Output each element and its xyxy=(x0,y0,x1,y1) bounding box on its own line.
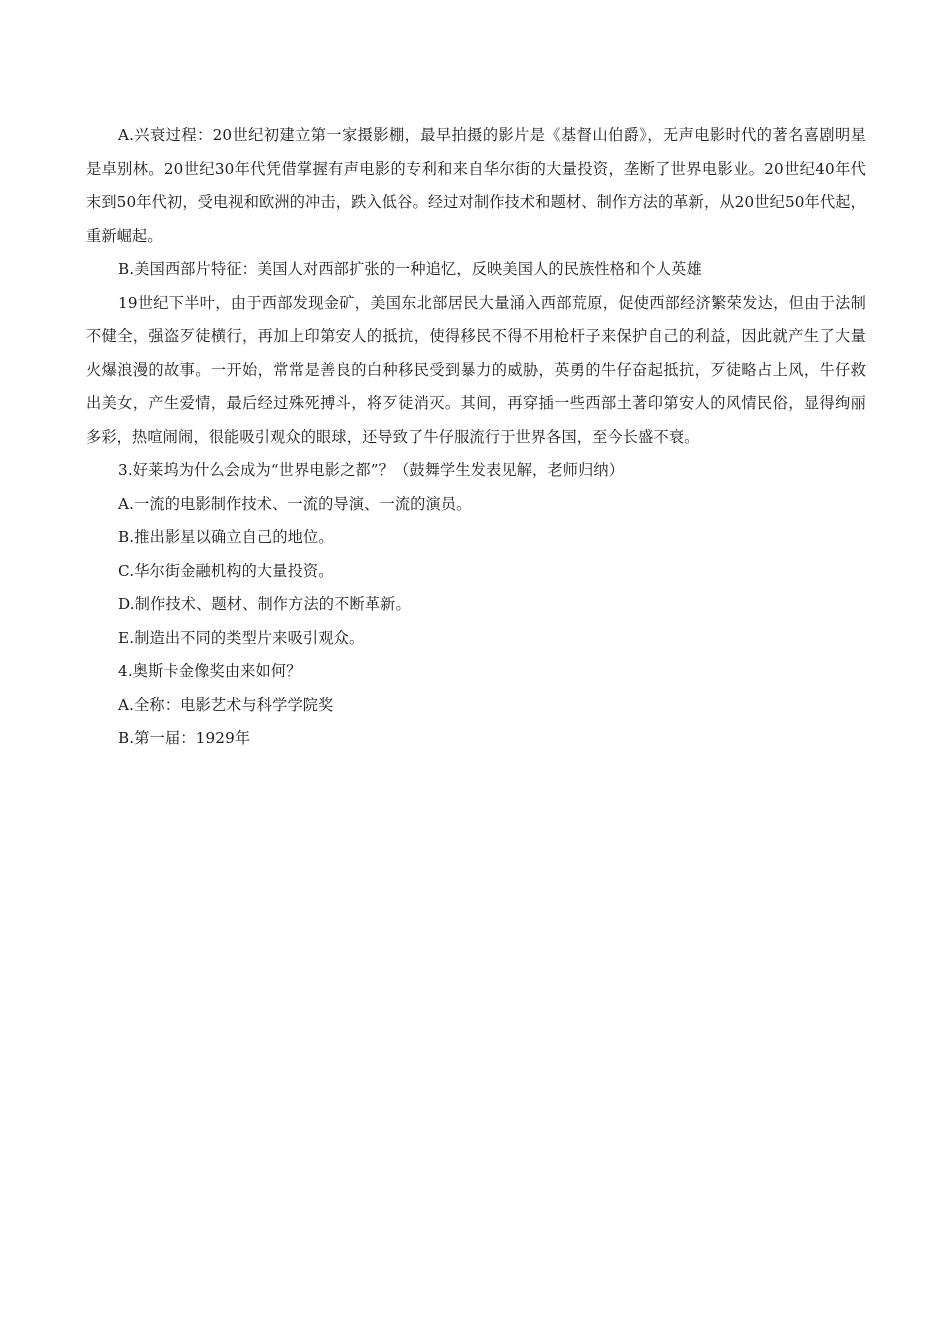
oscar-first-year: B.第一届：1929年 xyxy=(118,729,251,747)
answer-c: C.华尔街金融机构的大量投资。 xyxy=(118,561,334,580)
answer-b: B.推出影星以确立自己的地位。 xyxy=(118,528,334,546)
paragraph-western-film-features: B.美国西部片特征：美国人对西部扩张的一种追忆，反映美国人的民族性格和个人英雄 xyxy=(118,260,702,278)
question-3-heading: 3.好莱坞为什么会成为“世界电影之都”？（鼓舞学生发表见解，老师归纳） xyxy=(118,461,625,479)
answer-e: E.制造出不同的类型片来吸引观众。 xyxy=(118,628,365,647)
question-4-heading: 4.奥斯卡金像奖由来如何？ xyxy=(118,662,302,680)
paragraph-western-background: 19世纪下半叶，由于西部发现金矿，美国东北部居民大量涌入西部荒原，促使西部经济繁荣发达，但由于法制不健全，强盗歹徒横行，再加上印第安人的抵抗，使得移民不得不用枪杆子来保护自己的利益，因此就产生了大量火爆浪漫的故事。一开始，常常是善良的白种移民受到暴力的威胁，英勇的牛仔奋起抵抗，歹徒略占上风，牛仔救出美女，产生爱情，最后经过殊死搏斗，将歹徒消灭。其间，再穿插一些西部土著印第安人的风情民俗，显得绚丽多彩，热喧闹闹，很能吸引观众的眼球，还导致了牛仔服流行于世界各国，至今长盛不衰。 xyxy=(86,293,866,446)
answer-a: A.一流的电影制作技术、一流的导演、一流的演员。 xyxy=(118,494,472,513)
document-body xyxy=(86,119,866,756)
paragraph-hollywood-history: A.兴衰过程：20世纪初建立第一家摄影棚，最早拍摄的影片是《基督山伯爵》，无声电影时代的著名喜剧明星是卓别林。20世纪30年代凭借掌握有声电影的专利和来自华尔街的大量投资，垄断了世界电影业。20世纪40年代末到50年代初，受电视和欧洲的冲击，跌入低谷。经过对制作技术和题材、制作方法的革新，从20世纪50年代起，重新崛起。 xyxy=(86,126,866,245)
answer-d: D.制作技术、题材、制作方法的不断革新。 xyxy=(118,595,411,613)
oscar-full-name: A.全称：电影艺术与科学学院奖 xyxy=(118,695,334,714)
